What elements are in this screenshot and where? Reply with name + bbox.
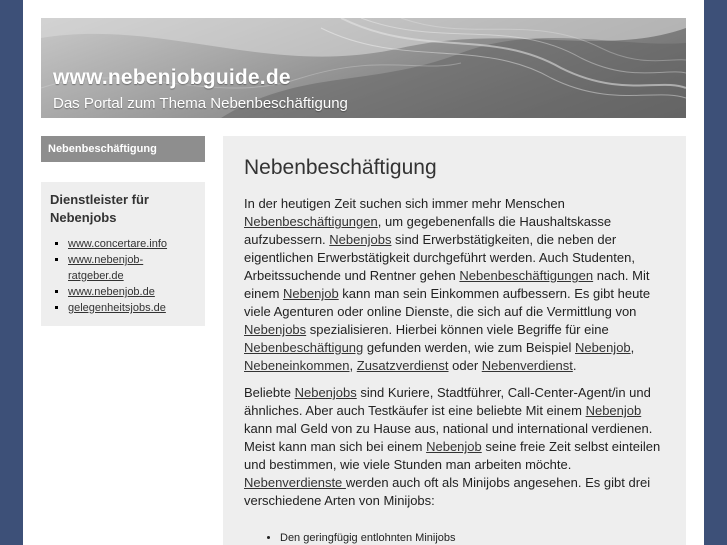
nav-item-nebenbeschaeftigung[interactable]: Nebenbeschäftigung — [41, 136, 205, 162]
list-item — [68, 284, 196, 300]
text-span: gefunden werden, wie zum Beispiel — [363, 340, 575, 355]
inline-link[interactable]: Nebenbeschäftigung — [244, 340, 364, 355]
text-span: . — [572, 358, 577, 373]
inline-link[interactable]: Nebenjob — [426, 439, 482, 454]
provider-box-title: Dienstleister für Nebenjobs — [50, 192, 149, 225]
text-span: , um gegebenenfalls die Haushaltskasse aufzubessern. — [244, 214, 612, 247]
provider-list — [50, 236, 196, 316]
main-content — [223, 136, 686, 545]
inline-link[interactable]: Nebenverdienste — [244, 475, 346, 490]
inline-link[interactable]: Nebenjob — [585, 403, 642, 418]
text-span: kann mal Geld von zu Hause aus, national und international verdienen. Meist kann man sich bei einem — [244, 421, 653, 454]
list-item — [68, 300, 196, 316]
inline-link[interactable]: Nebenjob — [283, 286, 339, 301]
page — [23, 0, 704, 545]
provider-link[interactable]: gelegenheitsjobs.de — [68, 302, 166, 314]
text-span: sind Erwerbstätigkeiten, die neben der eigentlichen Erwerbstätigkeit durchgeführt werden. Auch Studenten, Arbeitssuchende und Rentner gehen — [244, 232, 635, 283]
text-span: , — [630, 340, 635, 355]
text-span: In der heutigen Zeit suchen sich immer mehr Menschen — [244, 196, 565, 211]
list-item — [68, 236, 196, 252]
provider-link[interactable]: www.nebenjob.de — [68, 286, 155, 298]
minijob-types-list — [244, 530, 665, 545]
provider-link[interactable]: www.concertare.info — [68, 238, 168, 250]
inline-link[interactable]: Nebeneinkommen — [244, 358, 350, 373]
inline-link[interactable]: Nebenverdienst — [481, 358, 573, 373]
site-subtitle: Das Portal zum Thema Nebenbeschäftigung — [53, 95, 348, 112]
intro-paragraph — [244, 195, 665, 375]
inline-link[interactable]: Nebenjobs — [329, 232, 392, 247]
text-span: , — [349, 358, 357, 373]
sidebar — [41, 136, 205, 326]
header-banner — [41, 18, 686, 118]
text-span: Beliebte — [244, 385, 295, 400]
inline-link[interactable]: Zusatzverdienst — [356, 358, 449, 373]
text-span: sind Kuriere, Stadtführer, Call-Center-Agent/in und ähnliches. Aber auch Testkäufer ist eine beliebte Mit einem — [244, 385, 651, 418]
list-item: • Den geringfügig entlohnten Minijobs — [280, 530, 665, 545]
text-span: nach. Mit einem — [244, 268, 650, 301]
inline-link[interactable]: Nebenjob — [575, 340, 631, 355]
site-title: www.nebenjobguide.de — [53, 66, 291, 89]
provider-box — [41, 182, 205, 326]
inline-link[interactable]: Nebenbeschäftigungen — [244, 214, 378, 229]
inline-link[interactable]: Nebenjobs — [294, 385, 357, 400]
body-paragraph — [244, 384, 665, 510]
text-span: spezialisieren. Hierbei können viele Begriffe für eine — [306, 322, 609, 337]
page-title: Nebenbeschäftigung — [244, 156, 437, 179]
text-span: werden auch oft als Minijobs angesehen. Es gibt drei verschiedene Arten von Minijobs: — [244, 475, 651, 508]
text-span: oder — [448, 358, 482, 373]
list-item — [68, 252, 196, 284]
text-span: seine freie Zeit selbst einteilen und bestimmen, wie viele Stunden man arbeiten möchte. — [244, 439, 661, 472]
inline-link[interactable]: Nebenbeschäftigungen — [459, 268, 594, 283]
text-span: kann man sein Einkommen aufbessern. Es gibt heute viele Agenturen oder online Dienste, die sich auf die Vermittlung von — [244, 286, 651, 319]
inline-link[interactable]: Nebenjobs — [244, 322, 307, 337]
provider-link[interactable]: www.nebenjob-ratgeber.de — [68, 254, 144, 282]
